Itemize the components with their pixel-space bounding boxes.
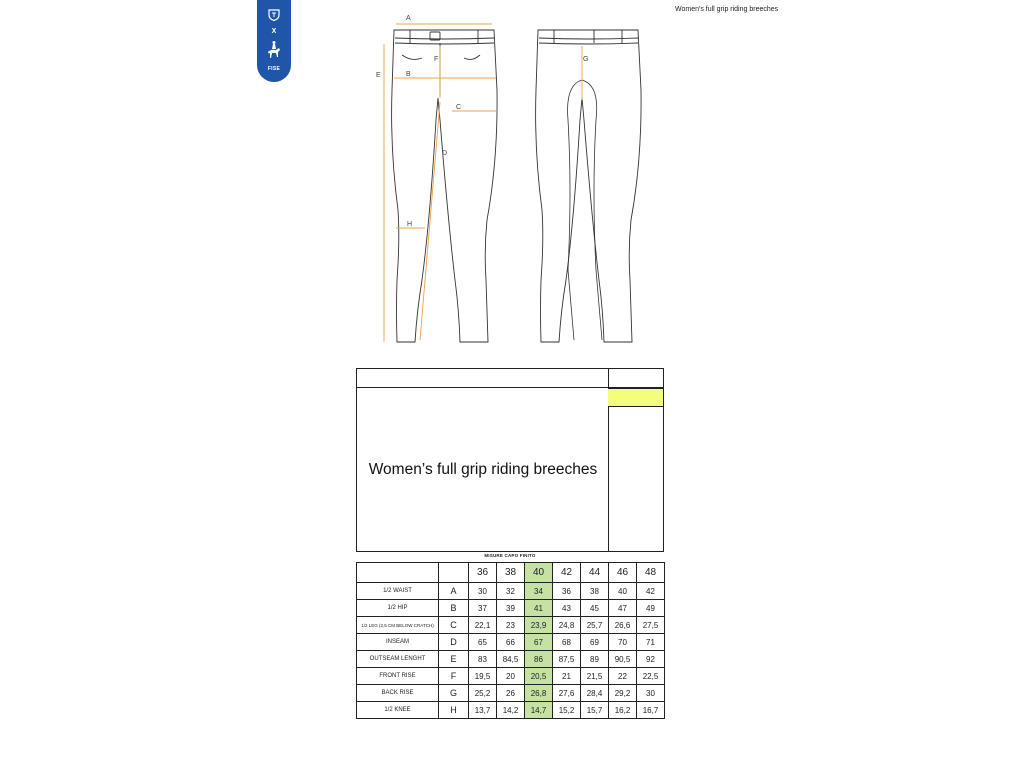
dimension-label-a: A: [406, 15, 411, 22]
value-cell: 49: [637, 600, 665, 617]
page-title: Women's full grip riding breeches: [675, 6, 779, 13]
dimension-label-d: D: [442, 150, 448, 157]
value-cell: 30: [637, 685, 665, 702]
value-cell: 83: [469, 651, 497, 668]
highlight-swatch: [608, 388, 663, 407]
size-header: 44: [581, 563, 609, 583]
measure-letter: D: [439, 634, 469, 651]
shield-icon: [268, 9, 280, 21]
measure-letter: E: [439, 651, 469, 668]
logo-org-name: FISE: [267, 66, 281, 72]
table-row: [357, 634, 665, 651]
value-cell: 45: [581, 600, 609, 617]
table-row: [357, 617, 665, 634]
measure-name: 1/2 LEG (2,5 CM BELOW CRATCH): [357, 617, 439, 634]
value-cell: 15,7: [581, 702, 609, 719]
value-cell: 38: [581, 583, 609, 600]
measure-name: INSEAM: [357, 634, 439, 651]
value-cell-highlighted: 67: [525, 634, 553, 651]
measure-name: 1/2 HIP: [357, 600, 439, 617]
value-cell: 27,6: [553, 685, 581, 702]
value-cell: 29,2: [609, 685, 637, 702]
size-table-caption: MISURE CAPO FINITO: [484, 553, 536, 558]
measure-name: 1/2 WAIST: [357, 583, 439, 600]
value-cell-highlighted: 86: [525, 651, 553, 668]
value-cell: 26: [497, 685, 525, 702]
size-header: 38: [497, 563, 525, 583]
value-cell: 26,6: [609, 617, 637, 634]
dimension-label-c: C: [456, 104, 462, 111]
measure-letter: F: [439, 668, 469, 685]
dimension-label-b: B: [406, 71, 411, 78]
dimension-label-e: E: [376, 72, 381, 79]
value-cell-highlighted: 23,9: [525, 617, 553, 634]
size-table: [356, 562, 665, 719]
measure-letter: H: [439, 702, 469, 719]
dimension-label-g: G: [583, 56, 589, 63]
value-cell: 89: [581, 651, 609, 668]
value-cell: 43: [553, 600, 581, 617]
measure-letter: G: [439, 685, 469, 702]
value-cell: 22,5: [637, 668, 665, 685]
value-cell: 25,2: [469, 685, 497, 702]
back-view-outline: [536, 30, 641, 342]
value-cell: 84,5: [497, 651, 525, 668]
size-header: 46: [609, 563, 637, 583]
value-cell: 71: [637, 634, 665, 651]
table-row: [357, 583, 665, 600]
value-cell: 36: [553, 583, 581, 600]
dimension-label-f: F: [434, 56, 439, 63]
logo-separator: X: [271, 28, 277, 35]
value-cell: 22: [609, 668, 637, 685]
value-cell: 70: [609, 634, 637, 651]
measure-letter: B: [439, 600, 469, 617]
size-header: 42: [553, 563, 581, 583]
value-cell: 30: [469, 583, 497, 600]
value-cell: 16,7: [637, 702, 665, 719]
value-cell: 21: [553, 668, 581, 685]
value-cell: 69: [581, 634, 609, 651]
table-row: [357, 651, 665, 668]
value-cell: 20: [497, 668, 525, 685]
value-cell: 42: [637, 583, 665, 600]
value-cell: 22,1: [469, 617, 497, 634]
measure-name: OUTSEAM LENGHT: [357, 651, 439, 668]
size-header-row: [357, 563, 665, 583]
value-cell: 66: [497, 634, 525, 651]
back-full-grip-seat: [568, 80, 602, 340]
value-cell: 47: [609, 600, 637, 617]
value-cell: 87,5: [553, 651, 581, 668]
value-cell: 19,5: [469, 668, 497, 685]
value-cell: 68: [553, 634, 581, 651]
dimension-label-h: H: [407, 221, 413, 228]
value-cell: 40: [609, 583, 637, 600]
table-row: [357, 685, 665, 702]
measure-name: BACK RISE: [357, 685, 439, 702]
value-cell-highlighted: 34: [525, 583, 553, 600]
value-cell: 16,2: [609, 702, 637, 719]
product-info-box: [356, 368, 664, 552]
value-cell: 23: [497, 617, 525, 634]
value-cell: 27,5: [637, 617, 665, 634]
measure-letter: C: [439, 617, 469, 634]
value-cell: 21,5: [581, 668, 609, 685]
header-blank-cell: [357, 563, 439, 583]
value-cell-highlighted: 20,5: [525, 668, 553, 685]
size-header: 48: [637, 563, 665, 583]
measure-letter: A: [439, 583, 469, 600]
horse-rider-icon: [266, 40, 282, 62]
value-cell-highlighted: 41: [525, 600, 553, 617]
value-cell: 15,2: [553, 702, 581, 719]
value-cell: 37: [469, 600, 497, 617]
table-row: [357, 668, 665, 685]
value-cell: 13,7: [469, 702, 497, 719]
value-cell: 90,5: [609, 651, 637, 668]
measure-name: FRONT RISE: [357, 668, 439, 685]
brand-logo: [257, 0, 291, 82]
value-cell: 24,8: [553, 617, 581, 634]
product-name: Women’s full grip riding breeches: [368, 461, 598, 478]
breeches-technical-drawing: [360, 10, 650, 350]
value-cell: 65: [469, 634, 497, 651]
measure-name: 1/2 KNEE: [357, 702, 439, 719]
table-row: [357, 600, 665, 617]
value-cell: 39: [497, 600, 525, 617]
value-cell: 32: [497, 583, 525, 600]
value-cell-highlighted: 26,8: [525, 685, 553, 702]
value-cell: 28,4: [581, 685, 609, 702]
table-row: [357, 702, 665, 719]
header-blank-cell: [439, 563, 469, 583]
value-cell: 14,2: [497, 702, 525, 719]
size-header: 36: [469, 563, 497, 583]
size-header-highlighted: 40: [525, 563, 553, 583]
value-cell-highlighted: 14,7: [525, 702, 553, 719]
value-cell: 92: [637, 651, 665, 668]
value-cell: 25,7: [581, 617, 609, 634]
